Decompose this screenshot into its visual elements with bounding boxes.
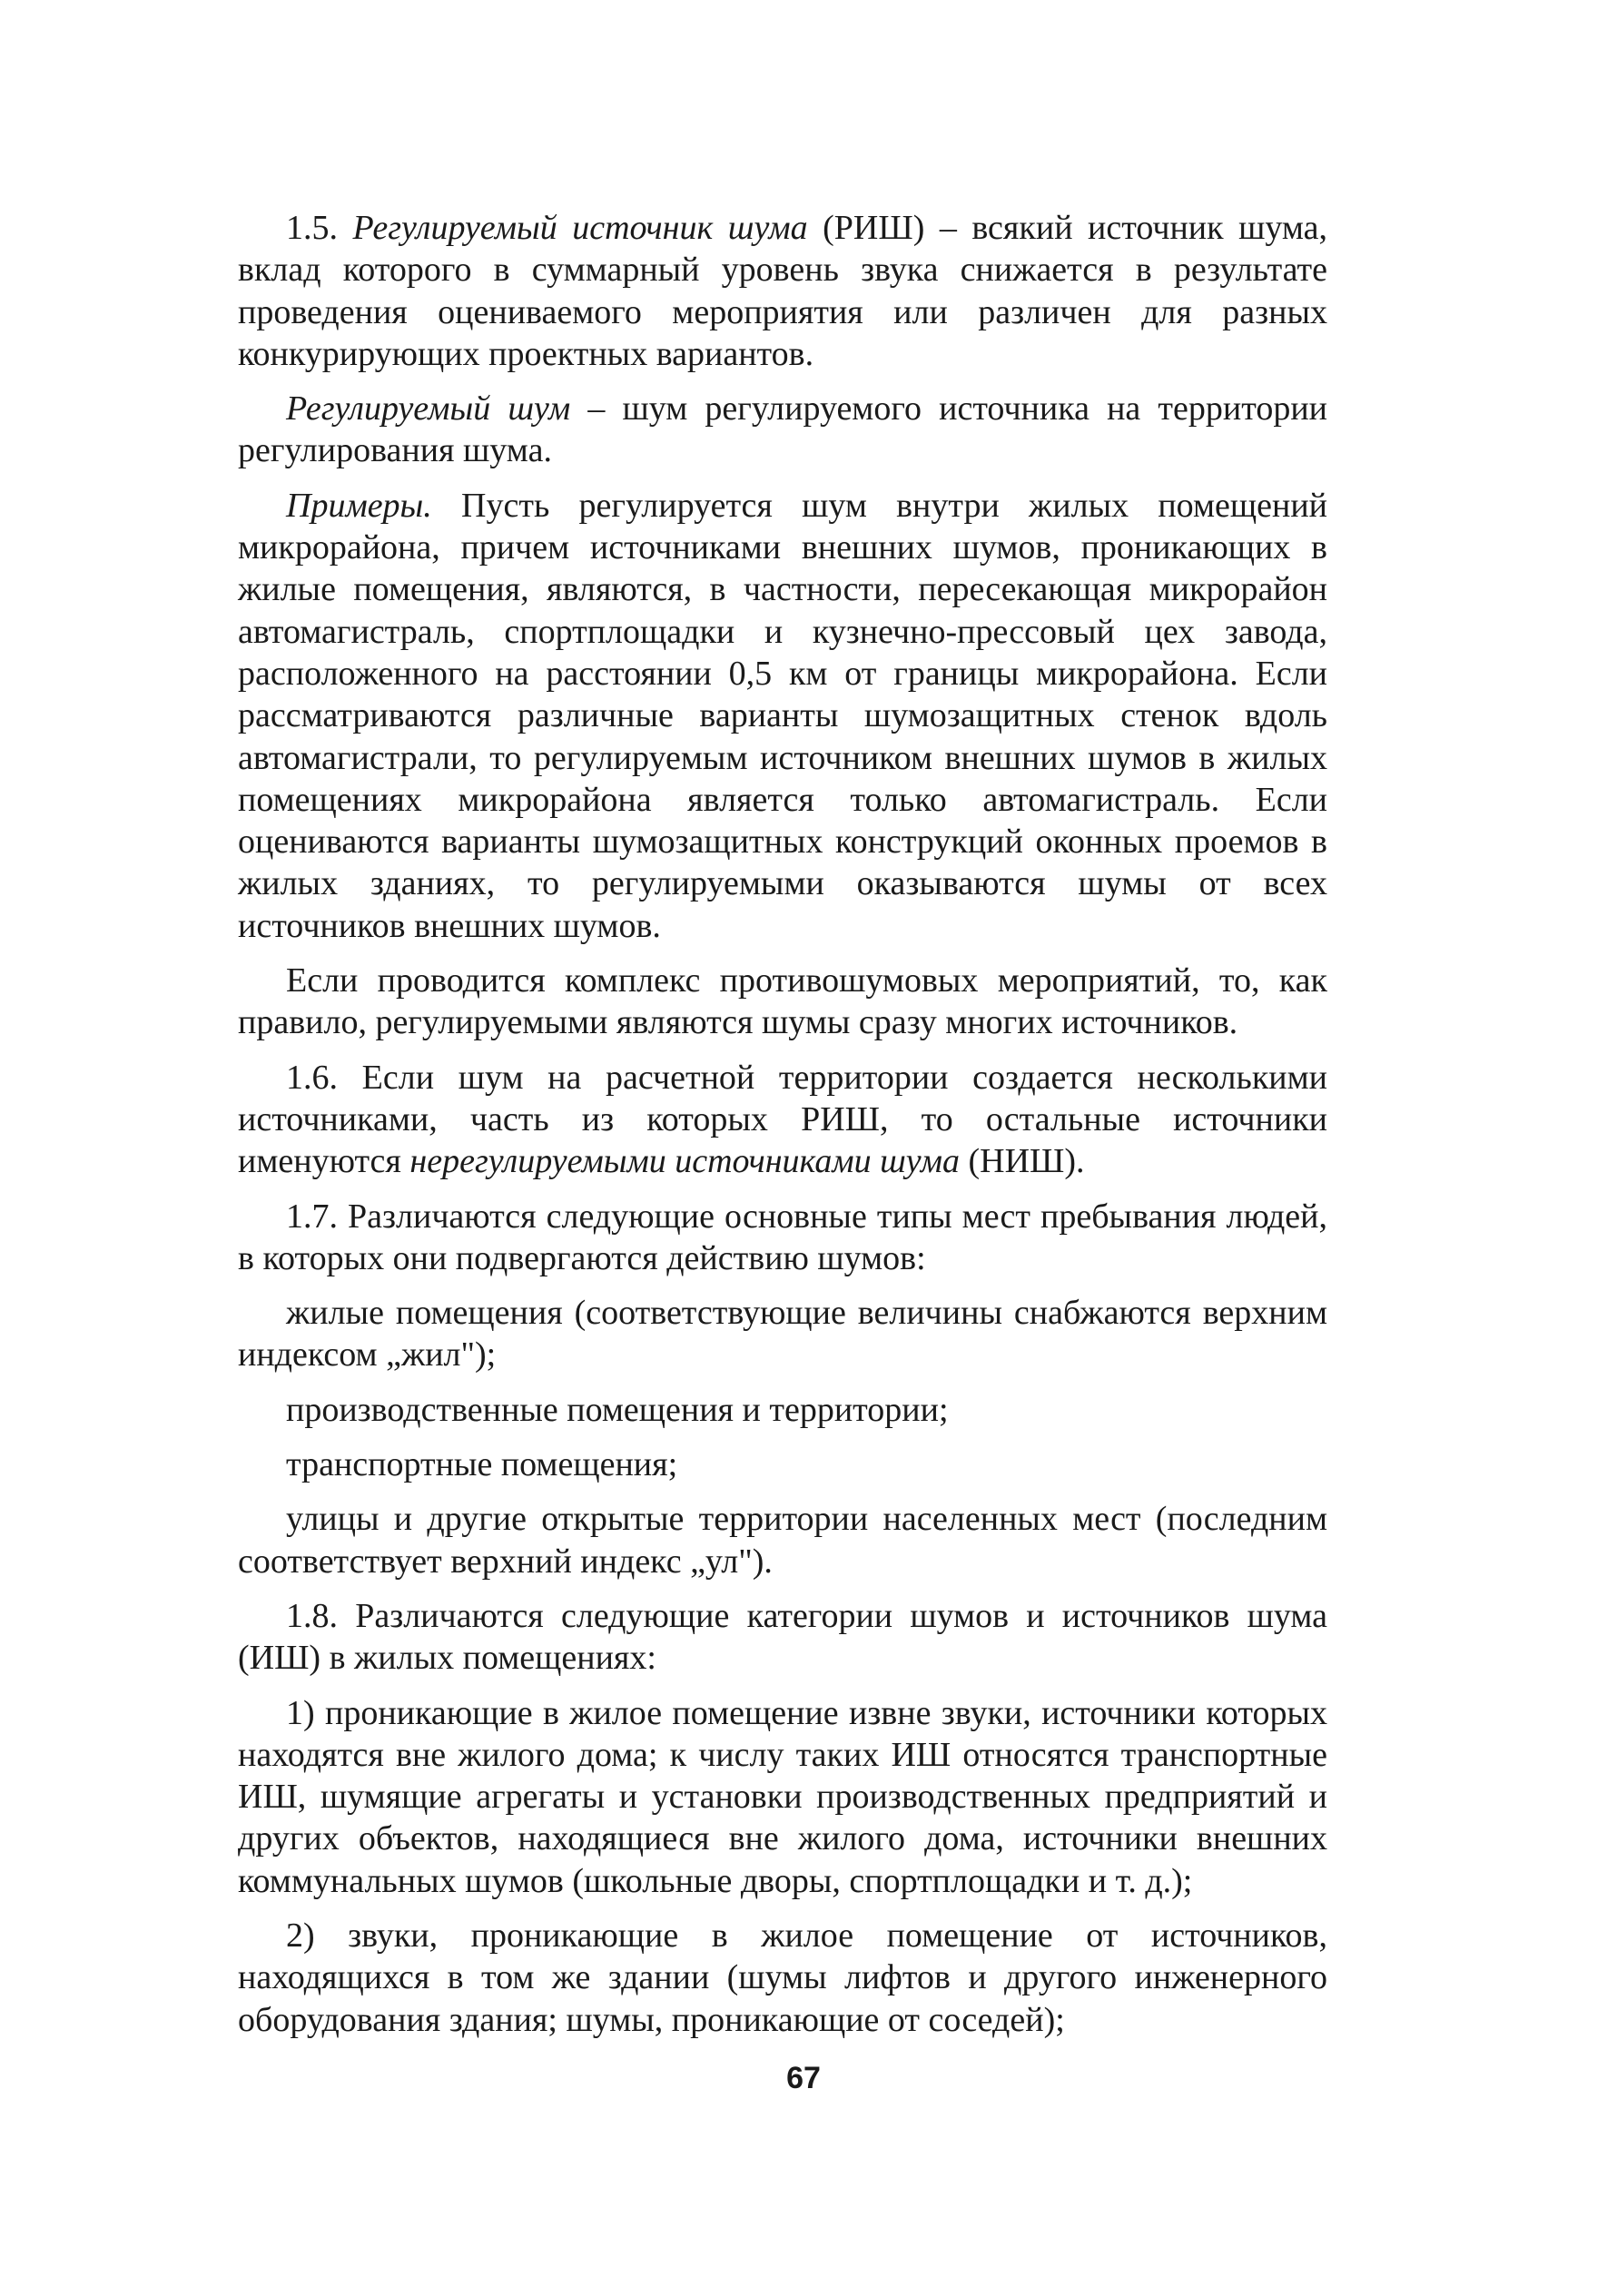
list-item-residential: жилые помещения (соответствующие величины снабжаются верхним индексом „жил");	[238, 1294, 1327, 1375]
paragraph-1-8: 1.8. Различаются следующие категории шумов и источников шума (ИШ) в жилых помещениях:	[238, 1596, 1327, 1678]
paragraph-1-5: 1.5. Регулируемый источник шума (РИШ) – всякий источник шума, вклад которого в суммарный уровень звука снижается в результате проведения оцениваемого мероприятия или различен для разных конкурирующих проектных вариантов.	[238, 209, 1328, 373]
list-item-streets: улицы и другие открытые территории населенных мест (последним соответствует верхний индекс „ул").	[238, 1500, 1327, 1581]
page-text	[238, 207, 1327, 2054]
list-item-industrial: производственные помещения и территории;	[286, 1390, 949, 1429]
list-item-transport: транспортные помещения;	[286, 1445, 678, 1484]
paragraph-1-6: 1.6. Если шум на расчетной территории создается несколькими источниками, часть из которых РИШ, то остальные источники именуются нерегулируемыми источниками шума (НИШ).	[238, 1058, 1327, 1181]
list-item-internal-sounds: 2) звуки, проникающие в жилое помещение от источников, находящихся в том же здании (шумы лифтов и другого инженерного оборудования здания; шумы, проникающие от соседей);	[238, 1916, 1327, 2039]
paragraph-regulated-noise: Регулируемый шум – шум регулируемого источника на территории регулирования шума.	[238, 389, 1327, 470]
page-number: 67	[786, 2061, 821, 2095]
paragraph-1-7: 1.7. Различаются следующие основные типы мест пребывания людей, в которых они подвергаются действию шумов:	[238, 1197, 1327, 1277]
list-item-external-sounds: 1) проникающие в жилое помещение извне звуки, источники которых находятся вне жилого дома; к числу таких ИШ относятся транспортные ИШ, шумящие агрегаты и установки производственных предприятий и других объектов, находящиеся вне жилого дома, источники внешних коммунальных шумов (школьные дворы, спортплощадки и т. д.);	[238, 1693, 1327, 1900]
paragraph-examples: Примеры. Пусть регулируется шум внутри жилых помещений микрорайона, причем источниками внешних шумов, проникающих в жилые помещения, являются, в частности, пересекающая микрорайон автомагистраль, спортплощадки и кузнечно-прессовый цех завода, расположенного на расстоянии 0,5 км от границы микрорайона. Если рассматриваются различные варианты шумозащитных стенок вдоль автомагистрали, то регулируемым источником внешних шумов в жилых помещениях микрорайона является только автомагистраль. Если оцениваются варианты шумозащитных конструкций оконных проемов в жилых зданиях, то регулируемыми оказываются шумы от всех источников внешних шумов.	[238, 486, 1327, 945]
paragraph-complex-measures: Если проводится комплекс противошумовых мероприятий, то, как правило, регулируемыми являются шумы сразу многих источников.	[238, 961, 1327, 1042]
